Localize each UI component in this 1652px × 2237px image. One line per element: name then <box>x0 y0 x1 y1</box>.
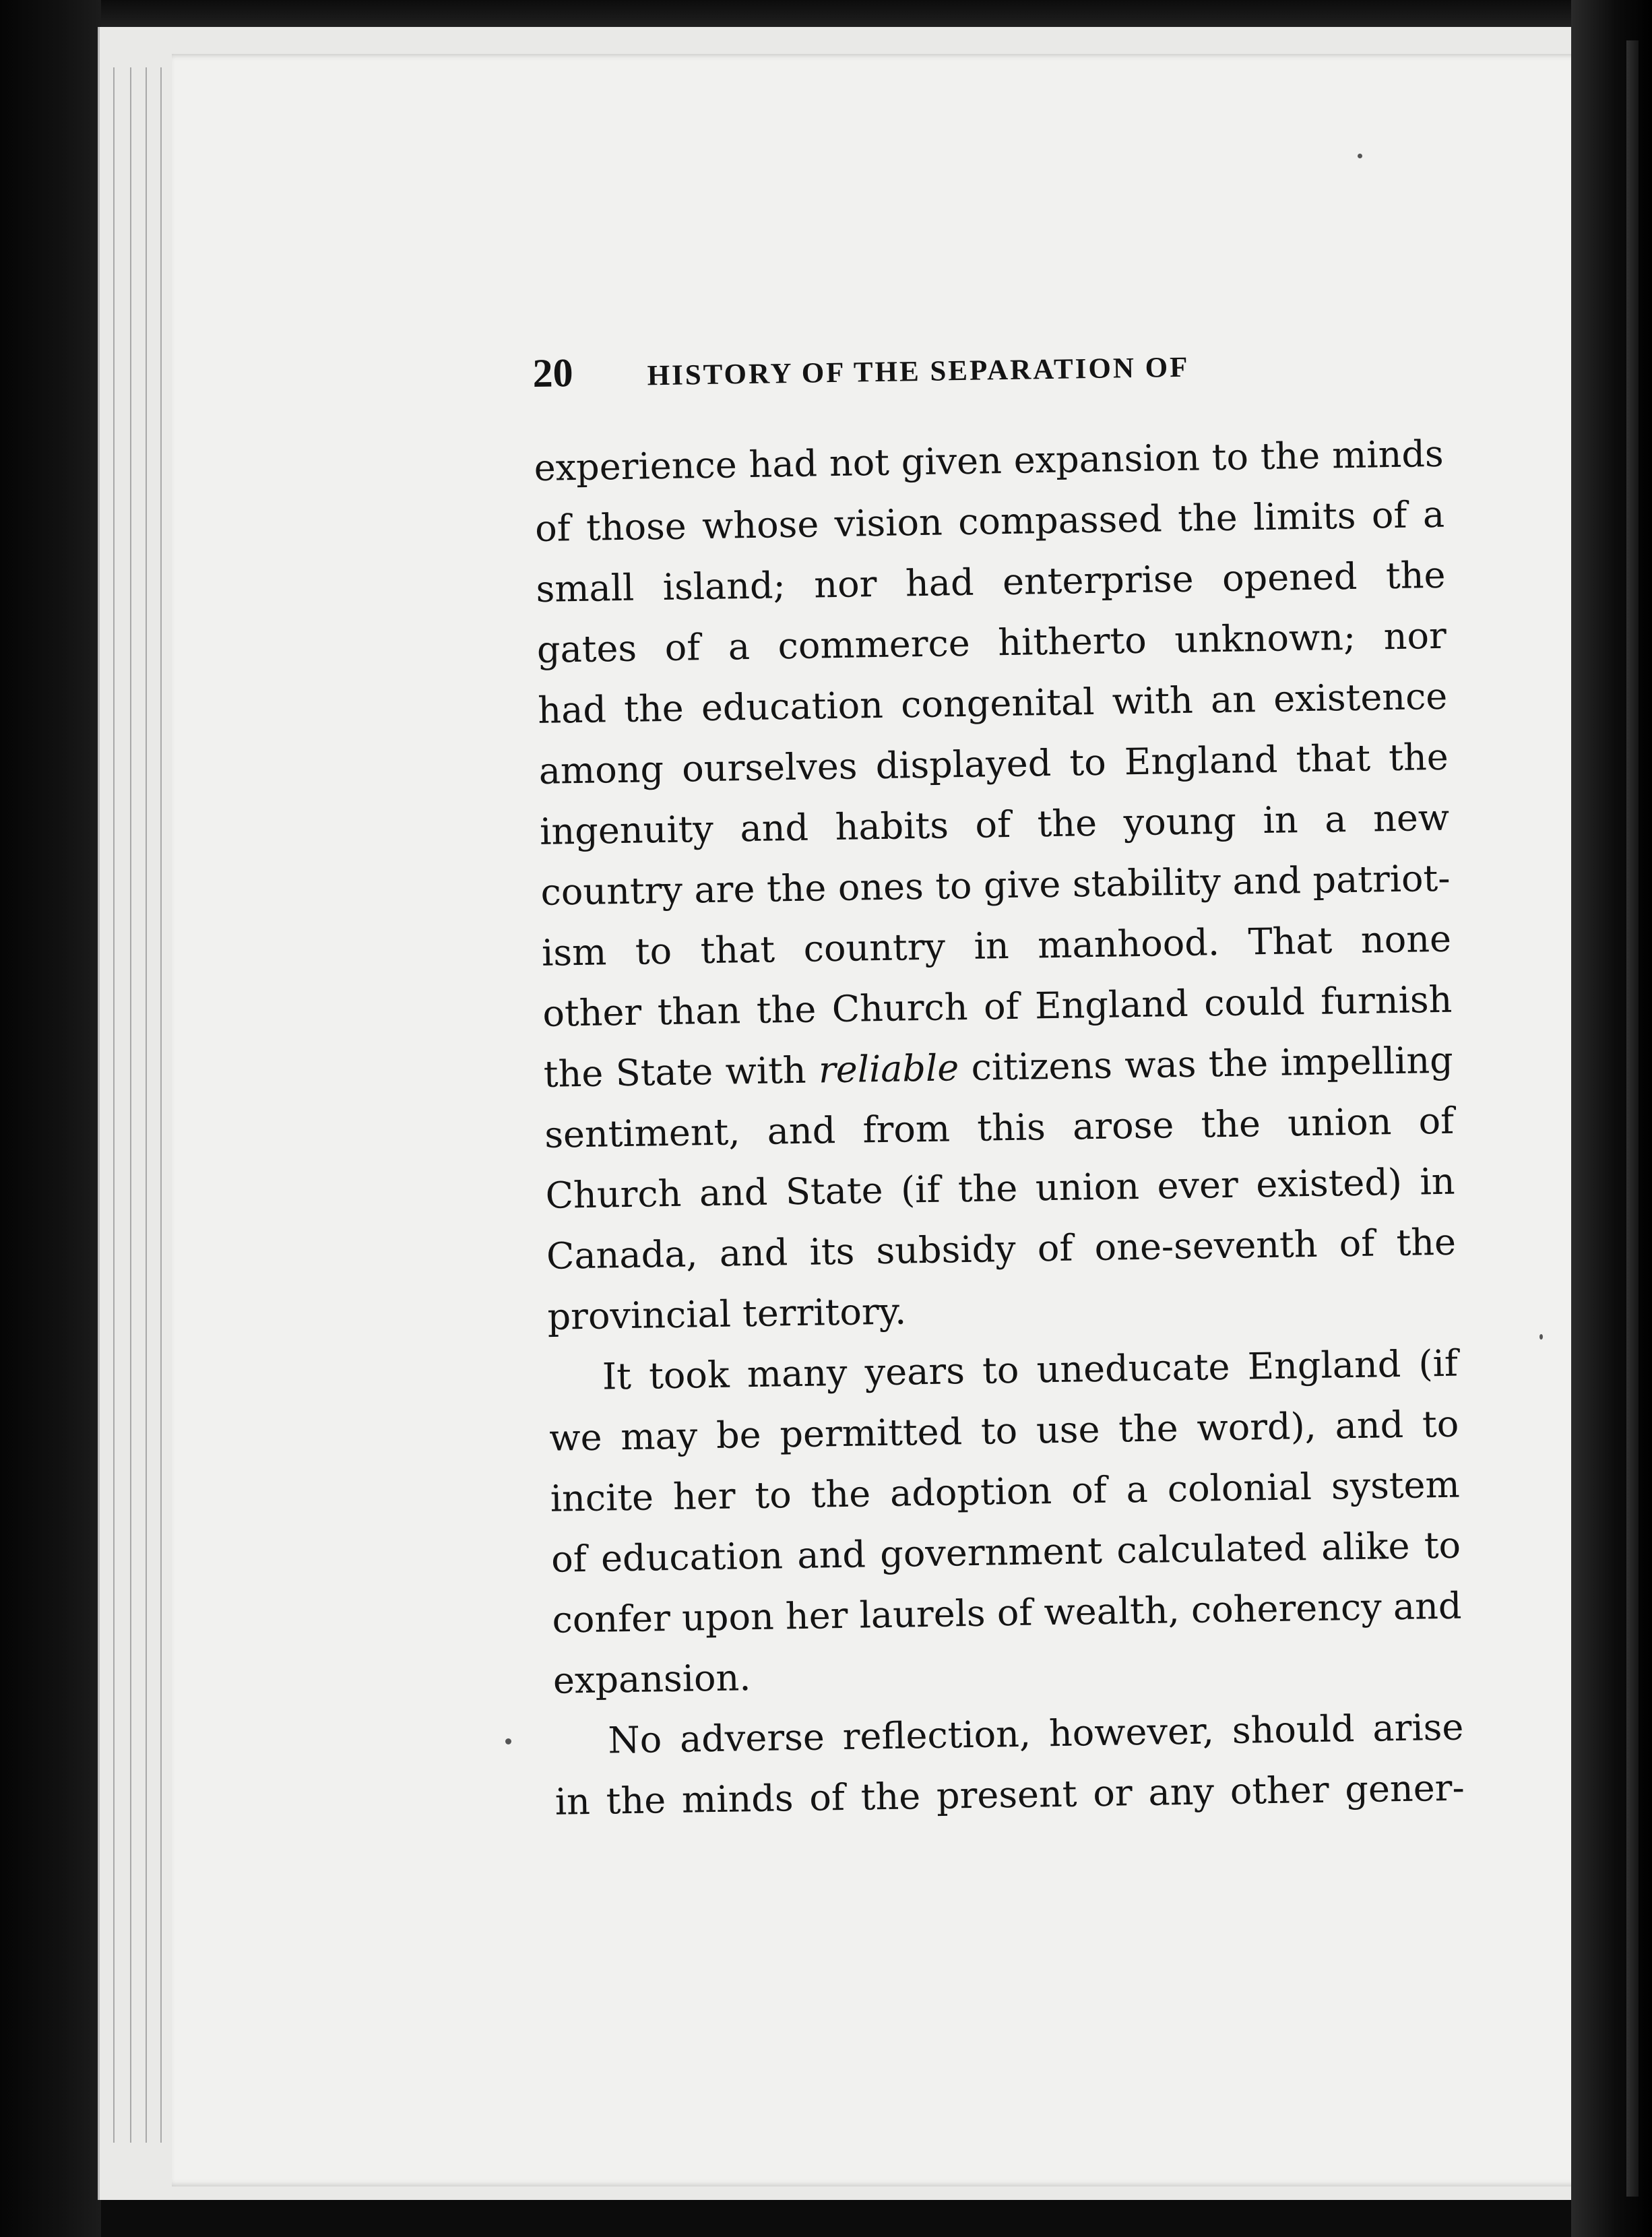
text-line: experience had not given expansion to the minds <box>534 432 1444 489</box>
binding-strip <box>1626 40 1639 2197</box>
text-line: ingenuity and habits of the young in a new <box>539 796 1450 853</box>
text-line: incite her to the adoption of a colonial system <box>550 1463 1461 1520</box>
page-edge-line <box>146 67 147 2143</box>
italic-word: reliable <box>818 1046 959 1092</box>
text-line: Canada, and its subsidy of one-seventh of the <box>546 1220 1457 1278</box>
text-line: provincial territory. <box>547 1290 907 1338</box>
text-fragment: the State with <box>543 1048 819 1096</box>
running-head-title: HISTORY OF THE SEPARATION OF <box>647 351 1190 392</box>
gutter-shadow <box>1571 0 1652 2237</box>
text-line: No adverse reflection, however, should arise <box>607 1705 1464 1762</box>
text-line: in the minds of the present or any other gener- <box>554 1766 1465 1823</box>
dust-speck <box>1539 1334 1543 1340</box>
text-line: gates of a commerce hitherto unknown; nor <box>536 614 1447 671</box>
text-line: ism to that country in manhood. That none <box>541 917 1452 974</box>
paragraph-1 <box>534 424 1457 1348</box>
text-line: confer upon her laurels of wealth, coherency and <box>552 1584 1462 1641</box>
dust-speck <box>1358 154 1362 158</box>
dust-speck <box>505 1738 511 1744</box>
page-edge-line <box>113 67 115 2143</box>
text-line: country are the ones to give stability and patriot- <box>540 856 1451 914</box>
page-edge-line <box>160 67 162 2143</box>
paragraph-2 <box>548 1333 1463 1711</box>
text-line: expansion. <box>552 1656 751 1702</box>
text-line: among ourselves displayed to England that the <box>538 735 1449 792</box>
page-edge-line <box>130 67 131 2143</box>
text-line: sentiment, and from this arose the union of <box>544 1099 1455 1156</box>
text-line: of education and government calculated alike to <box>550 1523 1461 1581</box>
page-number: 20 <box>532 350 574 396</box>
text-line: small island; nor had enterprise opened the <box>536 553 1446 610</box>
text-line: had the education congenital with an existence <box>537 674 1448 732</box>
paragraph-3 <box>554 1697 1465 1833</box>
text-line: It took many years to uneducate England (if <box>602 1342 1459 1398</box>
text-line: Church and State (if the union ever existed) in <box>545 1160 1456 1217</box>
text-line: we may be permitted to use the word), and to <box>548 1402 1459 1459</box>
left-dark-border <box>0 0 101 2237</box>
text-line: other than the Church of England could furnish <box>542 978 1453 1035</box>
text-line: of those whose vision compassed the limits of a <box>534 493 1445 550</box>
text-fragment: citizens was the impelling <box>958 1038 1454 1090</box>
text-block <box>532 336 1465 1833</box>
top-dark-border <box>101 0 1577 30</box>
